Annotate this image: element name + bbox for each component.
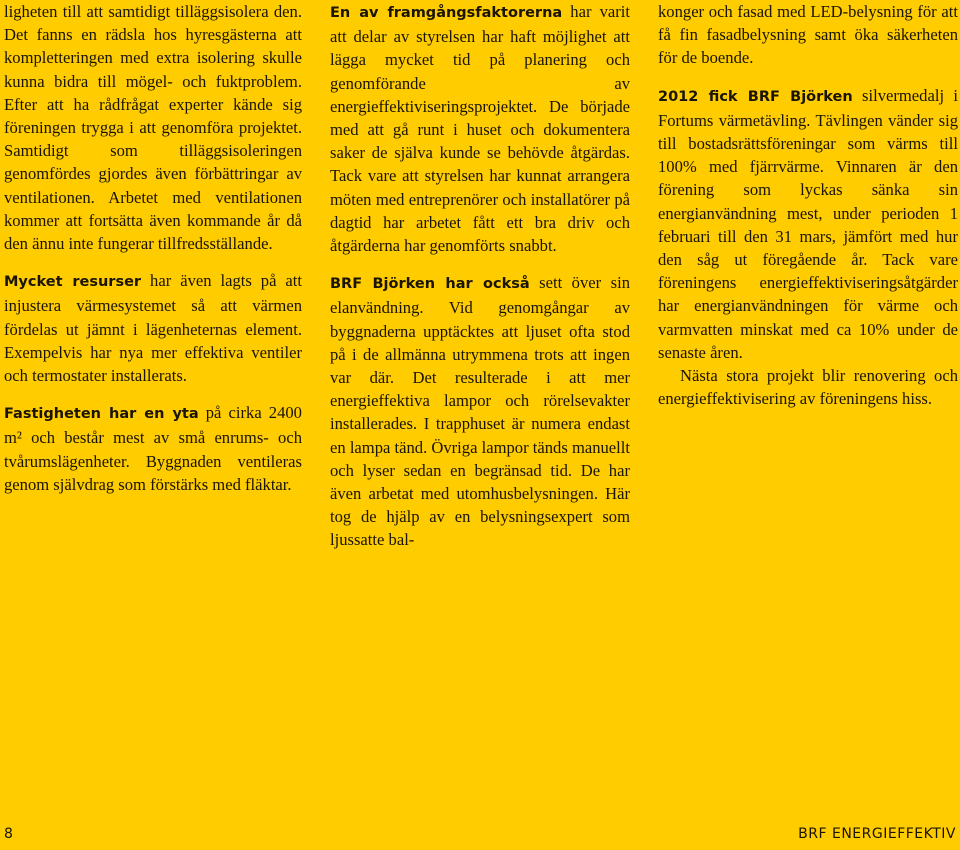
publication-title: BRF ENERGIEFFEKTIV — [798, 826, 956, 842]
paragraph-resources — [4, 269, 302, 387]
page-number: 8 — [4, 826, 14, 842]
paragraph-text: har varit att delar av styrelsen har haft möjlighet att lägga mycket tid på planering och genomförande av energieffektiviseringsprojektet. De började med att gå runt i huset och dokumentera saker de själva kunde se behövde åtgärdas. Tack vare att styrelsen har kunnat arrangera möten med entreprenörer och installatörer på dagtid har arbetet fått ett bra driv och åtgärderna har genomförts snabbt. — [330, 2, 630, 256]
paragraph-ventilation — [4, 0, 302, 255]
paragraph-electricity — [330, 271, 630, 551]
column-3 — [658, 0, 958, 410]
paragraph-text: Nästa stora projekt blir renovering och energieffektivisering av föreningens hiss. — [658, 366, 958, 409]
paragraph-text: silvermedalj i Fortums värmetävling. Tävlingen vänder sig till bostadsrättsföreningar som värms till 100% med fjärrvärme. Vinnaren är den förening som lyckas sänka sin energianvändning mest, under perioden 1 februari till den 31 mars, jämfört med hur den såg ut föregående år. Tack vare föreningens energieffektiviseringsåtgärder har energianvändningen för värme och varmvatten minskat med ca 10% under de senaste åren. — [658, 85, 958, 362]
paragraph-text: sett över sin elanvändning. Vid genomgångar av byggnaderna upptäcktes att ljuset ofta stod på i de allmänna utrymmena trots att ingen var där. Det resulterade i att mer energieffektiva lampor och rörelsevakter installerades. I trapphuset är numera endast en lampa tänd. Övriga lampor tänds manuellt och lyser sedan en begränsad tid. De har även arbetat med utomhusbelysningen. Här tog de hjälp av en belysningsexpert som ljussatte bal- — [330, 273, 630, 550]
paragraph-text: på cirka 2400 m² och består mest av små enrums- och tvårumslägenheter. Byggnaden ventileras genom självdrag som förstärks med fläktar. — [4, 403, 302, 494]
paragraph-success-factors — [330, 0, 630, 257]
column-2 — [330, 0, 630, 552]
paragraph-next-project — [658, 364, 958, 410]
paragraph-lead: En av framgångsfaktorerna — [330, 5, 563, 21]
paragraph-award — [658, 84, 958, 364]
paragraph-lead: Mycket resurser — [4, 274, 142, 291]
paragraph-text: ligheten till att samtidigt tilläggsisolera den. Det fanns en rädsla hos hyresgästerna att kompletteringen med extra isolering skulle kunna bidra till mögel- och fuktproblem. Efter att ha rådfrågat experter kände sig föreningen trygga i att genomföra projektet. Samtidigt som tilläggsisoleringen genomfördes gjordes även förbättringar av ventilationen. Arbetet med ventilationen kommer att fortsätta även kommande år då den ännu inte fungerar tillfredsställande. — [4, 2, 302, 254]
paragraph-lead: BRF Björken har också — [330, 276, 530, 293]
paragraph-property — [4, 401, 302, 496]
paragraph-lead: 2012 fick BRF Björken — [658, 88, 853, 105]
column-1 — [4, 0, 302, 496]
paragraph-lead: Fastigheten har en yta — [4, 406, 199, 423]
paragraph-led — [658, 0, 958, 70]
paragraph-text: konger och fasad med LED-belysning för att få fin fasadbelysning samt öka säkerheten för de boende. — [658, 2, 958, 68]
paragraph-text: har även lagts på att injustera värmesystemet så att värmen fördelas ut jämnt i lägenheternas element. Exempelvis har nya mer effektiva ventiler och termostater installerats. — [4, 271, 303, 386]
